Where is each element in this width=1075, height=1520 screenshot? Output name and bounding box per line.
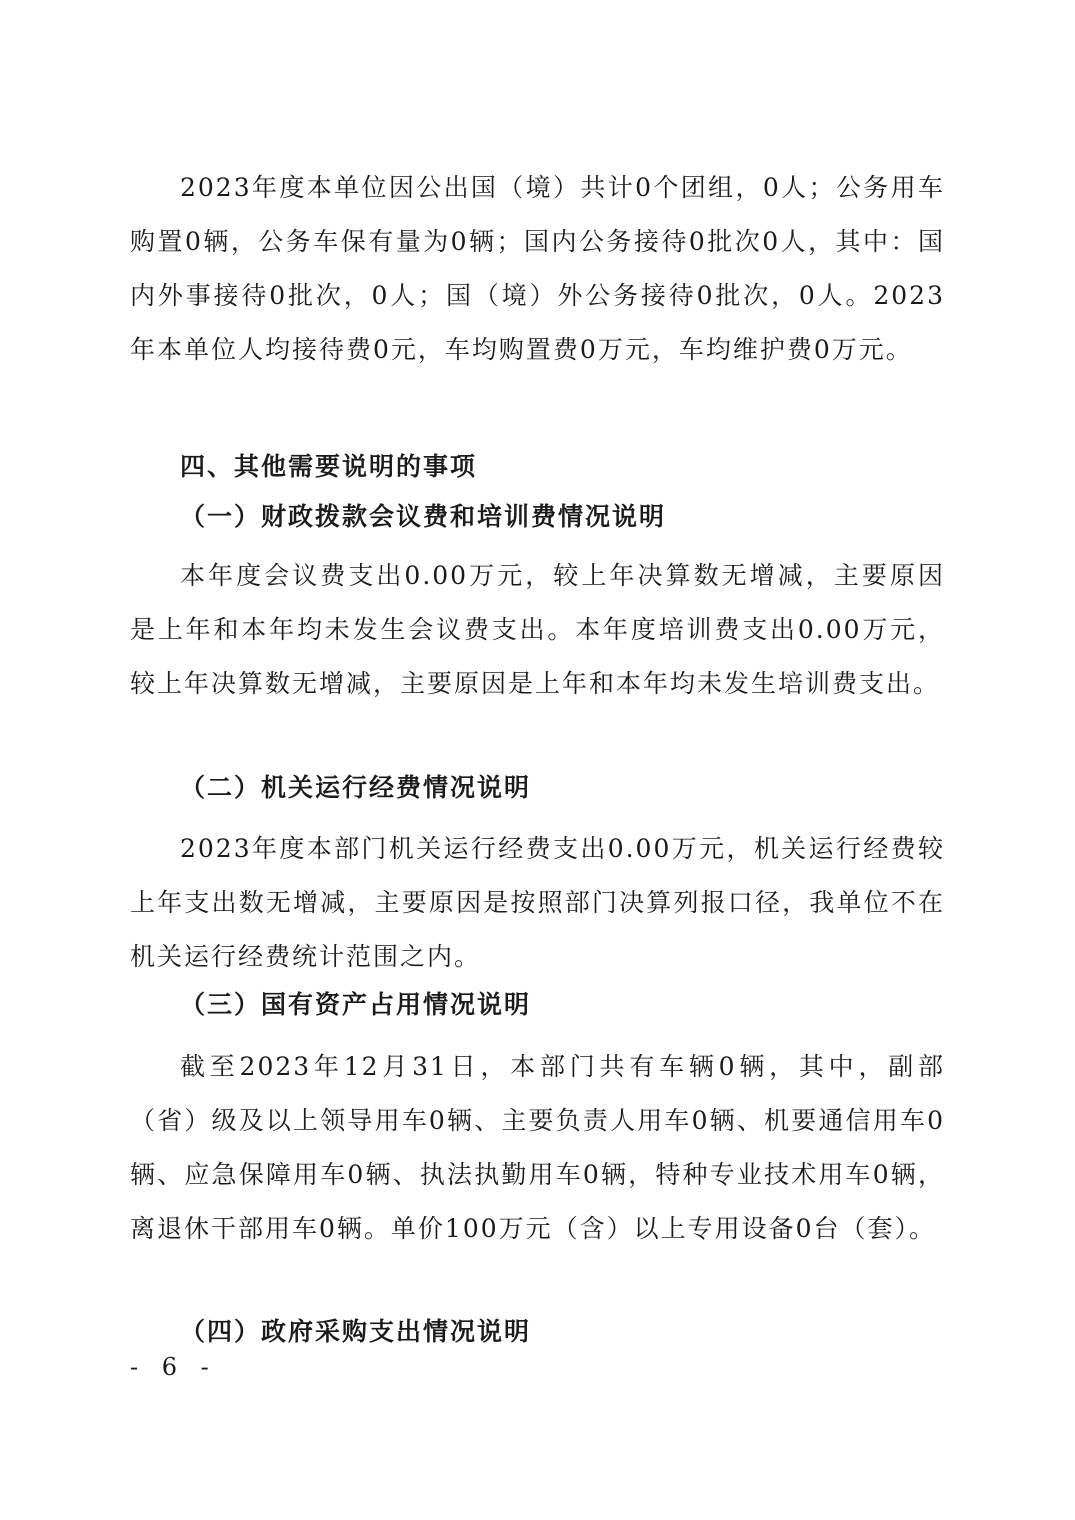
paragraph-overseas-vehicles-reception: 2023年度本单位因公出国（境）共计0个团组，0人；公务用车购置0辆，公务车保有量为0辆；国内公务接待0批次0人，其中：国内外事接待0批次，0人；国（境）外公务接待0批次，0人。2023年本单位人均接待费0元，车均购置费0万元，车均维护费0万元。 [130, 173, 945, 364]
paragraph-meeting-training-fees: 本年度会议费支出0.00万元，较上年决算数无增减，主要原因是上年和本年均未发生会议费支出。本年度培训费支出0.00万元，较上年决算数无增减，主要原因是上年和本年均未发生培训费支出。 [130, 561, 945, 698]
page-number: - 6 - [130, 1353, 217, 1381]
subheading-government-procurement: （四）政府采购支出情况说明 [180, 1317, 532, 1346]
subheading-state-assets: （三）国有资产占用情况说明 [180, 990, 532, 1019]
subheading-meeting-training-fees: （一）财政拨款会议费和培训费情况说明 [180, 502, 667, 531]
paragraph-operating-expenses: 2023年度本部门机关运行经费支出0.00万元，机关运行经费较上年支出数无增减，主要原因是按照部门决算列报口径，我单位不在机关运行经费统计范围之内。 [130, 834, 945, 971]
section-heading-other-matters: 四、其他需要说明的事项 [180, 452, 478, 481]
subheading-operating-expenses: （二）机关运行经费情况说明 [180, 773, 532, 802]
paragraph-state-assets: 截至2023年12月31日，本部门共有车辆0辆，其中，副部（省）级及以上领导用车0辆、主要负责人用车0辆、机要通信用车0辆、应急保障用车0辆、执法执勤用车0辆，特种专业技术用车0辆，离退休干部用车0辆。单价100万元（含）以上专用设备0台（套）。 [130, 1052, 945, 1243]
